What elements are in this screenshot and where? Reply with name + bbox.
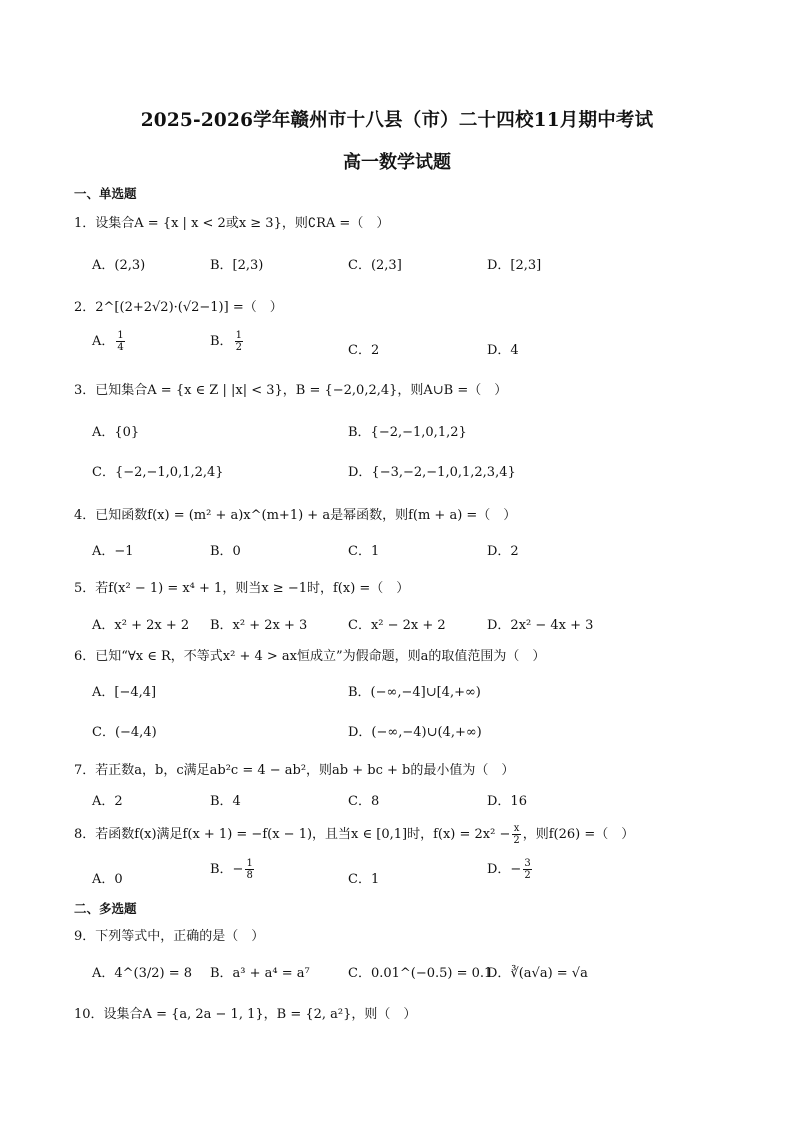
q1-option-a: A．(2,3) [92, 258, 146, 273]
q3-option-a: A．{0} [92, 425, 140, 440]
q2-option-b-label: B． [210, 334, 233, 349]
q8-d-denominator: 2 [524, 870, 531, 881]
q9-option-a: A．4^(3/2) = 8 [92, 966, 193, 981]
q8-option-b-fraction [245, 858, 253, 881]
q2-option-d: D．4 [487, 343, 519, 358]
q8-stem-fraction [512, 823, 520, 846]
q8-option-b [210, 858, 256, 881]
exam-subtitle: 高一数学试题 [343, 152, 451, 173]
q2-b-denominator: 2 [235, 342, 242, 353]
q8-stem-part1: 8．若函数f(x)满足f(x + 1) = −f(x − 1)，且当x ∈ [0,1]时，f(x) = 2x² − [74, 827, 511, 842]
q6-option-b: B．(−∞,−4]∪[4,+∞) [348, 685, 481, 700]
question-4-stem: 4．已知函数f(x) = (m² + a)x^(m+1) + a是幂函数，则f(m + a) =（ ） [74, 508, 517, 523]
q8-stem-denominator: 2 [513, 835, 520, 846]
question-3-stem: 3．已知集合A = {x ∈ Z | |x| < 3}，B = {−2,0,2,4}，则A∪B =（ ） [74, 383, 508, 398]
section-multiple-choice: 二、多选题 [74, 901, 137, 916]
q6-option-a: A．[−4,4] [92, 685, 157, 700]
q8-option-d [487, 858, 534, 881]
q8-option-b-label: B．− [210, 862, 244, 877]
q2-option-a-label: A． [92, 334, 115, 349]
question-9-stem: 9．下列等式中，正确的是（ ） [74, 929, 265, 944]
q3-option-b: B．{−2,−1,0,1,2} [348, 425, 467, 440]
question-6-stem: 6．已知“∀x ∈ R，不等式x² + 4 > ax恒成立”为假命题，则a的取值范围为（ ） [74, 649, 546, 664]
q2-a-denominator: 4 [117, 342, 124, 353]
q7-option-a: A．2 [92, 794, 123, 809]
q3-option-d: D．{−3,−2,−1,0,1,2,3,4} [348, 465, 516, 480]
q7-option-c: C．8 [348, 794, 380, 809]
q1-option-c: C．(2,3] [348, 258, 402, 273]
q4-option-d: D．2 [487, 544, 519, 559]
q8-stem-numerator: x [513, 823, 520, 834]
section-single-choice: 一、单选题 [74, 186, 137, 201]
q2-b-numerator: 1 [235, 330, 242, 341]
q8-option-c: C．1 [348, 872, 380, 887]
q2-option-a [92, 330, 127, 353]
q9-option-b: B．a³ + a⁴ = a⁷ [210, 966, 310, 981]
q4-option-c: C．1 [348, 544, 380, 559]
q2-option-b [210, 330, 245, 353]
q2-option-c: C．2 [348, 343, 380, 358]
q5-option-b: B．x² + 2x + 3 [210, 618, 308, 633]
q8-option-a: A．0 [92, 872, 123, 887]
q5-option-d: D．2x² − 4x + 3 [487, 618, 594, 633]
question-10-stem: 10．设集合A = {a, 2a − 1, 1}，B = {2, a²}，则（ ） [74, 1007, 417, 1022]
q8-b-denominator: 8 [246, 870, 253, 881]
q4-option-b: B．0 [210, 544, 241, 559]
q6-option-c: C．(−4,4) [92, 725, 157, 740]
q5-option-c: C．x² − 2x + 2 [348, 618, 446, 633]
q8-d-numerator: 3 [524, 858, 531, 869]
question-1-stem: 1．设集合A = {x | x < 2或x ≥ 3}，则∁RA =（ ） [74, 216, 390, 231]
q2-option-a-fraction [116, 330, 124, 353]
q1-option-d: D．[2,3] [487, 258, 542, 273]
q5-option-a: A．x² + 2x + 2 [92, 618, 190, 633]
q8-b-numerator: 1 [246, 858, 253, 869]
q6-option-d: D．(−∞,−4)∪(4,+∞) [348, 725, 482, 740]
q8-stem-part2: ，则f(26) =（ ） [522, 827, 635, 842]
exam-title: 2025-2026学年赣州市十八县（市）二十四校11月期中考试 [140, 110, 654, 131]
question-7-stem: 7．若正数a，b，c满足ab²c = 4 − ab²，则ab + bc + b的最小值为（ ） [74, 763, 515, 778]
q2-option-b-fraction [235, 330, 243, 353]
q8-option-d-label: D．− [487, 862, 522, 877]
q9-option-c: C．0.01^(−0.5) = 0.1 [348, 966, 493, 981]
q7-option-d: D．16 [487, 794, 527, 809]
q3-option-c: C．{−2,−1,0,1,2,4} [92, 465, 224, 480]
q1-option-b: B．[2,3) [210, 258, 264, 273]
q8-option-d-fraction [523, 858, 531, 881]
q2-a-numerator: 1 [117, 330, 124, 341]
question-2-stem: 2．2^[(2+2√2)·(√2−1)] =（ ） [74, 300, 283, 315]
q4-option-a: A．−1 [92, 544, 134, 559]
question-8-stem [74, 823, 634, 846]
q9-option-d: D．∛(a√a) = √a [487, 966, 588, 981]
q7-option-b: B．4 [210, 794, 241, 809]
question-5-stem: 5．若f(x² − 1) = x⁴ + 1，则当x ≥ −1时，f(x) =（ ） [74, 581, 410, 596]
